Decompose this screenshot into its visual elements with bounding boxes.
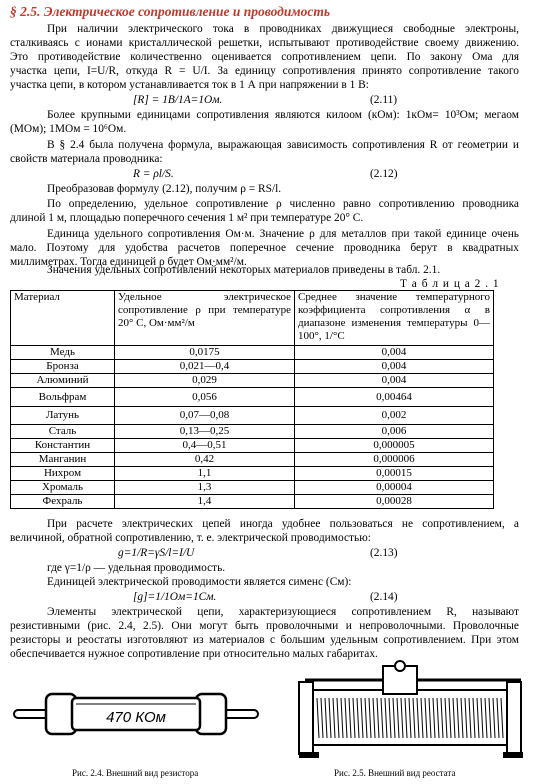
cell-resistivity: 1,1 <box>115 467 295 481</box>
text-line: При наличии электрического тока в проводниках движущиеся свободные электроны, <box>47 23 519 35</box>
text-line: мало. Поэтому для удобства расчетов поперечное сечение проводника берут в квадратных <box>10 242 519 254</box>
equation-number: (2.13) <box>370 547 398 559</box>
cell-coefficient: 0,00004 <box>295 481 494 495</box>
figure-caption-resistor: Рис. 2.4. Внешний вид резистора <box>72 768 199 778</box>
cell-resistivity: 0,07—0,08 <box>115 407 295 425</box>
table-row <box>11 467 494 481</box>
table-label: Т а б л и ц а 2 . 1 <box>400 278 500 290</box>
rheostat-figure <box>295 660 535 760</box>
equation-2-14: [g]=1/1Ом=1См. <box>133 591 217 603</box>
cell-material: Константин <box>11 439 115 453</box>
text-line: Преобразовав формулу (2.12), получим ρ = RS/l. <box>47 183 282 195</box>
table-row <box>11 388 494 407</box>
text-line: Единицей электрической проводимости является сименс (См): <box>47 576 352 588</box>
table-row <box>11 407 494 425</box>
cell-material: Нихром <box>11 467 115 481</box>
cell-coefficient: 0,00015 <box>295 467 494 481</box>
column-header-coefficient: Среднее значение температурного коэффициента сопротивления α в диапазоне изменения температуры 0—100°, 1/°С <box>295 291 494 346</box>
table-row <box>11 374 494 388</box>
cell-coefficient: 0,00028 <box>295 495 494 509</box>
equation-2-11: [R] = 1В/1А=1Ом. <box>133 94 223 106</box>
cell-material: Латунь <box>11 407 115 425</box>
rheostat-foot-left <box>299 752 319 758</box>
equation-number: (2.14) <box>370 591 398 603</box>
section-heading: § 2.5. Электрическое сопротивление и проводимость <box>10 4 331 19</box>
text-line: Более крупными единицами сопротивления являются килоом (кОм): 1кОм= 10³Ом; мегаом <box>47 109 519 121</box>
text-line: длиной 1 м, площадью поперечного сечения 1 м² при температуре 20° С. <box>10 212 364 224</box>
resistivity-table <box>10 290 494 509</box>
text-line: При расчете электрических цепей иногда удобнее пользоваться не сопротивлением, а <box>47 518 519 530</box>
table-row <box>11 360 494 374</box>
cell-resistivity: 0,029 <box>115 374 295 388</box>
text-line: Это противодействие количественно оценивается сопротивлением цепи. По закону Ома для <box>10 51 519 63</box>
cell-coefficient: 0,00464 <box>295 388 494 407</box>
column-header-material: Материал <box>11 291 115 346</box>
equation-2-12: R = ρl/S. <box>133 168 174 180</box>
rheostat-side-right <box>507 682 521 754</box>
text-line: свойств материала проводника: <box>10 153 163 165</box>
text-line: В § 2.4 была получена формула, выражающая зависимость сопротивления R от геометрии и <box>47 139 519 151</box>
cell-material: Хромаль <box>11 481 115 495</box>
table-row <box>11 439 494 453</box>
rheostat-knob[interactable] <box>395 661 405 671</box>
text-line: (МОм); 1МОм = 10⁶Ом. <box>10 123 127 135</box>
text-line: участка цепи, в котором устанавливается ток в 1 А при напряжении в 1 В: <box>10 79 369 91</box>
resistor-lead-left <box>14 710 50 718</box>
cell-coefficient: 0,004 <box>295 346 494 360</box>
equation-number: (2.12) <box>370 168 398 180</box>
cell-resistivity: 0,4—0,51 <box>115 439 295 453</box>
cell-coefficient: 0,000005 <box>295 439 494 453</box>
cell-coefficient: 0,004 <box>295 360 494 374</box>
table-row <box>11 346 494 360</box>
cell-resistivity: 0,13—0,25 <box>115 425 295 439</box>
cell-coefficient: 0,002 <box>295 407 494 425</box>
text-line: По определению, удельное сопротивление ρ численно равно сопротивлению проводника <box>47 198 519 210</box>
rheostat-side-left <box>299 682 313 754</box>
text-line: миллиметрах. Тогда единицей ρ будет Ом·мм²/м. <box>10 256 247 268</box>
cell-material: Сталь <box>11 425 115 439</box>
cell-material: Бронза <box>11 360 115 374</box>
cell-material: Вольфрам <box>11 388 115 407</box>
text-line: Единица удельного сопротивления Ом·м. Значение ρ для металлов при такой единице очень <box>47 228 519 240</box>
table-row <box>11 453 494 467</box>
table-row <box>11 495 494 509</box>
table-header-row <box>11 291 494 346</box>
table-row <box>11 425 494 439</box>
cell-resistivity: 1,4 <box>115 495 295 509</box>
figure-caption-rheostat: Рис. 2.5. Внешний вид реостата <box>334 768 456 778</box>
column-header-resistivity: Удельное электрическое сопротивление ρ при температуре 20° С, Ом·мм²/м <box>115 291 295 346</box>
cell-resistivity: 0,056 <box>115 388 295 407</box>
cell-coefficient: 0,000006 <box>295 453 494 467</box>
cell-coefficient: 0,006 <box>295 425 494 439</box>
text-line: обеспечивается нужное сопротивление при относительно малых габаритах. <box>10 648 378 660</box>
equation-2-13: g=1/R=γS/l=I/U <box>118 547 195 559</box>
text-line: резисторы и реостаты изготовляют из материалов с большим удельным сопротивлением. При этом <box>10 634 519 646</box>
cell-coefficient: 0,004 <box>295 374 494 388</box>
resistor-value-label: 470 КОм <box>106 709 166 726</box>
table-row <box>11 481 494 495</box>
text-line: величиной, обратной сопротивлению, т. е. электрической проводимостью: <box>10 532 371 544</box>
text-line: где γ=1/ρ — удельная проводимость. <box>47 562 226 574</box>
cell-resistivity: 0,0175 <box>115 346 295 360</box>
cell-resistivity: 0,42 <box>115 453 295 467</box>
text-line: сталкиваясь с ионами кристаллической решетки, испытывают противодействие своему движению. <box>10 37 519 49</box>
cell-resistivity: 0,021—0,4 <box>115 360 295 374</box>
resistor-figure <box>10 670 270 760</box>
text-line: участка цепи, I=U/R, откуда R = U/I. За единицу сопротивления принято сопротивление такого <box>10 65 519 77</box>
cell-material: Манганин <box>11 453 115 467</box>
cell-material: Фехраль <box>11 495 115 509</box>
cell-resistivity: 1,3 <box>115 481 295 495</box>
text-line: Элементы электрической цепи, характеризующиеся сопротивлением R, называют <box>47 606 519 618</box>
text-line: Значения удельных сопротивлений некоторых материалов приведены в табл. 2.1. <box>47 264 441 276</box>
equation-number: (2.11) <box>370 94 398 106</box>
cell-material: Алюминий <box>11 374 115 388</box>
cell-material: Медь <box>11 346 115 360</box>
text-line: резистивными (рис. 2.4, 2.5). Они могут быть проволочными и непроволочными. Проволочные <box>10 620 519 632</box>
rheostat-foot-right <box>503 752 523 758</box>
